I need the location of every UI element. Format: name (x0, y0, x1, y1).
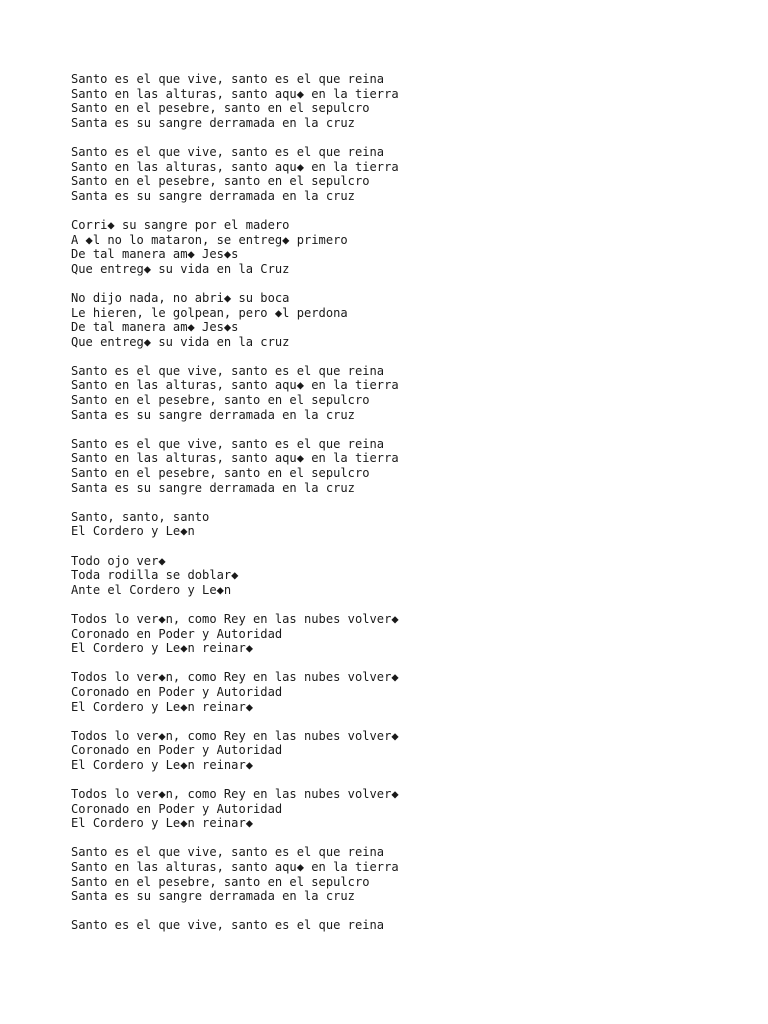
stanza (71, 554, 731, 598)
lyric-line: Santo es el que vive, santo es el que reina (71, 845, 385, 860)
lyric-line: Santo es el que vive, santo es el que reina (71, 918, 385, 933)
lyric-line: Coronado en Poder y Autoridad (71, 626, 283, 641)
lyric-line: Santo en el pesebre, santo en el sepulcro (71, 101, 370, 116)
lyric-line: Le hieren, le golpean, pero ◆l perdona (71, 305, 348, 320)
lyric-line: Santo en el pesebre, santo en el sepulcro (71, 393, 370, 408)
stanza (71, 845, 731, 903)
lyric-line: Santo en las alturas, santo aqu◆ en la tierra (71, 159, 399, 174)
lyric-line: El Cordero y Le◆n reinar◆ (71, 816, 254, 831)
lyric-line: Todos lo ver◆n, como Rey en las nubes volver◆ (71, 611, 399, 626)
lyric-line: Santa es su sangre derramada en la cruz (71, 115, 355, 130)
lyric-line: El Cordero y Le◆n reinar◆ (71, 699, 254, 714)
lyric-line: Santo en el pesebre, santo en el sepulcro (71, 466, 370, 481)
stanza (71, 918, 731, 933)
lyric-line: Todo ojo ver◆ (71, 553, 166, 568)
lyric-line: Santo es el que vive, santo es el que reina (71, 436, 385, 451)
lyric-line: Santo es el que vive, santo es el que reina (71, 363, 385, 378)
lyric-line: Santo, santo, santo (71, 509, 210, 524)
lyric-line: Santo en las alturas, santo aqu◆ en la tierra (71, 86, 399, 101)
lyric-line: Todos lo ver◆n, como Rey en las nubes volver◆ (71, 670, 399, 685)
stanza (71, 670, 731, 714)
lyric-line: A ◆l no lo mataron, se entreg◆ primero (71, 232, 348, 247)
stanza (71, 437, 731, 495)
lyric-line: El Cordero y Le◆n reinar◆ (71, 757, 254, 772)
lyric-line: No dijo nada, no abri◆ su boca (71, 290, 290, 305)
lyric-line: Santo en las alturas, santo aqu◆ en la tierra (71, 378, 399, 393)
lyric-line: De tal manera am◆ Jes◆s (71, 247, 239, 262)
lyric-line: El Cordero y Le◆n reinar◆ (71, 641, 254, 656)
stanza (71, 145, 731, 203)
stanza (71, 510, 731, 539)
lyric-line: Santo en las alturas, santo aqu◆ en la tierra (71, 860, 399, 875)
lyric-line: De tal manera am◆ Jes◆s (71, 320, 239, 335)
lyric-line: El Cordero y Le◆n (71, 524, 195, 539)
lyric-line: Coronado en Poder y Autoridad (71, 743, 283, 758)
lyric-line: Que entreg◆ su vida en la Cruz (71, 261, 290, 276)
stanza (71, 729, 731, 773)
lyric-line: Todos lo ver◆n, como Rey en las nubes volver◆ (71, 787, 399, 802)
lyric-line: Ante el Cordero y Le◆n (71, 582, 232, 597)
lyric-line: Santa es su sangre derramada en la cruz (71, 407, 355, 422)
lyric-line: Todos lo ver◆n, como Rey en las nubes volver◆ (71, 728, 399, 743)
lyric-line: Toda rodilla se doblar◆ (71, 568, 239, 583)
lyric-line: Corri◆ su sangre por el madero (71, 217, 290, 232)
stanza (71, 612, 731, 656)
lyric-line: Que entreg◆ su vida en la cruz (71, 334, 290, 349)
stanza (71, 72, 731, 130)
lyric-line: Santa es su sangre derramada en la cruz (71, 480, 355, 495)
lyric-line: Santa es su sangre derramada en la cruz (71, 188, 355, 203)
lyric-line: Coronado en Poder y Autoridad (71, 684, 283, 699)
lyric-line: Santo es el que vive, santo es el que reina (71, 72, 385, 86)
lyric-line: Santo en el pesebre, santo en el sepulcro (71, 874, 370, 889)
lyrics-body (71, 72, 731, 948)
lyric-line: Santo en las alturas, santo aqu◆ en la tierra (71, 451, 399, 466)
lyric-line: Santo en el pesebre, santo en el sepulcro (71, 174, 370, 189)
lyric-line: Santa es su sangre derramada en la cruz (71, 889, 355, 904)
stanza (71, 364, 731, 422)
lyric-line: Santo es el que vive, santo es el que reina (71, 144, 385, 159)
lyric-line: Coronado en Poder y Autoridad (71, 801, 283, 816)
stanza (71, 291, 731, 349)
stanza (71, 218, 731, 276)
stanza (71, 787, 731, 831)
